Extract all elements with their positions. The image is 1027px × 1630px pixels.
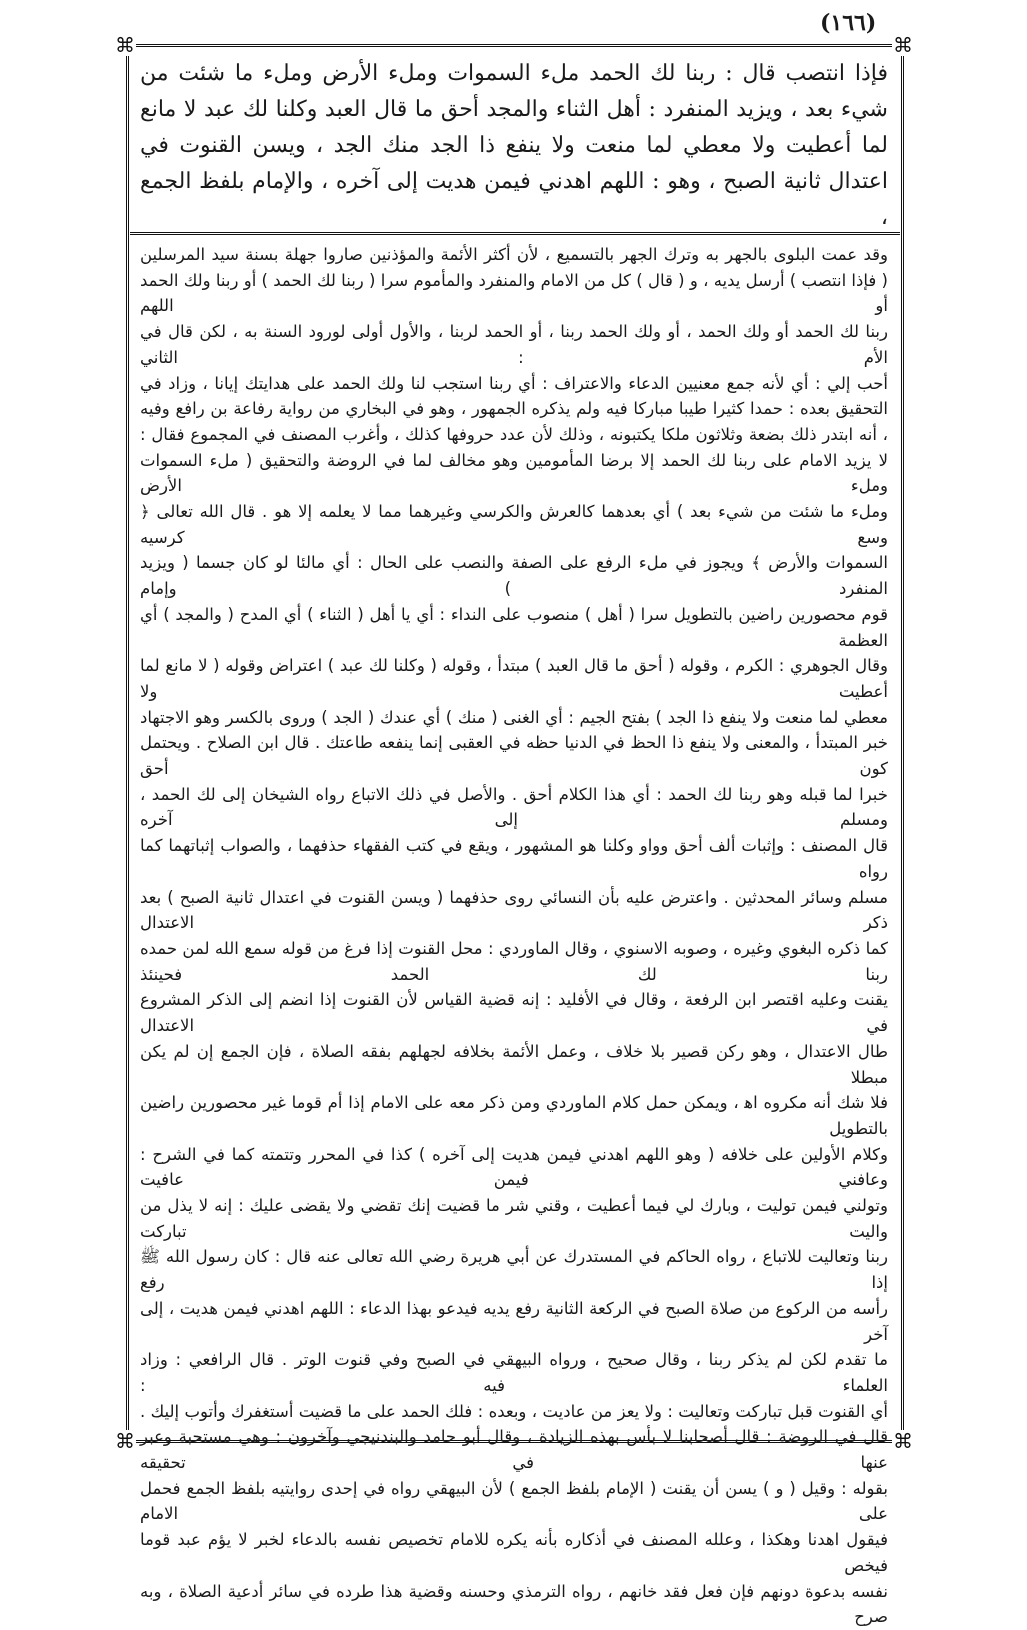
sharh-line: قال في الروضة : قال أصحابنا لا بأس بهذه الزيادة ، وقال أبو حامد والبندنيجي وآخرون : وهي مستحبة وعبر عنها في تحقيقه [140, 1427, 888, 1473]
sharh-line: وقال الجوهري : الكرم ، وقوله ( أحق ما قال العبد ) مبتدأ ، وقوله ( وكلنا لك عبد ) اعتراض وقوله ( لا مانع لما أعطيت ولا [140, 656, 888, 701]
sharh-line: وكلام الأولين على خلافه ( وهو اللهم اهدني فيمن هديت إلى آخره ) كذا في المحرر وتتمته كما في الشرح : وعافني فيمن عافيت [140, 1144, 888, 1190]
sharh-line: ربنا وتعاليت للاتباع ، رواه الحاكم في المستدرك عن أبي هريرة رضي الله تعالى عنه قال : كان رسول الله ﷺ إذا رفع [140, 1247, 888, 1293]
sharh-commentary [140, 242, 888, 1630]
sharh-line: ربنا لك الحمد أو ولك الحمد ، أو ولك الحمد ربنا ، أو الحمد لربنا ، والأول أولى لورود السنة به ، لكن قال في الأم : الثاني [140, 322, 888, 367]
sharh-line: أي القنوت قبل تباركت وتعاليت : ولا يعز من عاديت ، وبعده : فلك الحمد على ما قضيت أستغفرك وأتوب إليك . [140, 1401, 888, 1421]
matn-text [140, 56, 888, 236]
sharh-line: لا يزيد الامام على ربنا لك الحمد إلا برضا المأمومين وهو مخالف لما في الروضة والتحقيق ( ملء السموات وملء الأرض [140, 450, 888, 496]
section-divider [130, 232, 900, 235]
corner-ornament-icon: ⌘ [893, 33, 913, 57]
sharh-line: قوم محصورين راضين بالتطويل سرا ( أهل ) منصوب على النداء : أي يا أهل ( الثناء ) أي المدح ( والمجد ) أي العظمة [140, 604, 888, 650]
sharh-line: السموات والأرض ﴾ ويجوز في ملء الرفع على الصفة والنصب على الحال : أي مالئا لو كان جسما ( ويزيد المنفرد ) وإمام [140, 553, 888, 599]
sharh-line: يقنت وعليه اقتصر ابن الرفعة ، وقال في الأفليد : إنه قضية القياس لأن القنوت إذا انضم إلى الذكر المشروع في الاعتدال [140, 990, 888, 1036]
sharh-line: ، أنه ابتدر ذلك بضعة وثلاثون ملكا يكتبونه ، وذلك لأن عدد حروفها كذلك ، وأغرب المصنف في المجموع فقال : [140, 424, 888, 444]
sharh-line: التحقيق بعده : حمدا كثيرا طيبا مباركا فيه ولم يذكره الجمهور ، وهو في البخاري من رواية رفاعة بن رافع وفيه [140, 399, 888, 419]
matn-paragraph: فإذا انتصب قال : ربنا لك الحمد ملء السموات وملء الأرض وملء ما شئت من شيء بعد ، ويزيد المنفرد : أهل الثناء والمجد أحق ما قال العبد وكلنا لك عبد لا مانع لما أعطيت ولا معطي لما منعت ولا ينفع ذا الجد منك الجد ، ويسن القنوت في اعتدال ثانية الصبح ، وهو : اللهم اهدني فيمن هديت إلى آخره ، والإمام بلفظ الجمع ، [140, 61, 888, 230]
sharh-line: وملء ما شئت من شيء بعد ) أي بعدهما كالعرش والكرسي وغيرهما مما لا يعلمه إلا هو . قال الله تعالى ﴿ وسع كرسيه [140, 502, 888, 547]
sharh-line: أحب إلي : أي لأنه جمع معنيين الدعاء والاعتراف : أي ربنا استجب لنا ولك الحمد على هدايتك إيانا ، وزاد في [140, 373, 888, 393]
sharh-line: كما ذكره البغوي وغيره ، وصوبه الاسنوي ، وقال الماوردي : محل القنوت إذا فرغ من قوله سمع الله لمن حمده ربنا لك الحمد فحينئذ [140, 938, 888, 984]
corner-ornament-icon: ⌘ [893, 1429, 913, 1453]
sharh-line: وتولني فيمن توليت ، وبارك لي فيما أعطيت ، وقني شر ما قضيت إنك تقضي ولا يقضى عليك : إنه لا يذل من واليت تباركت [140, 1196, 888, 1241]
sharh-line: وقد عمت البلوى بالجهر به وترك الجهر بالتسميع ، لأن أكثر الأئمة والمؤذنين صاروا جهلة بسنة سيد المرسلين [140, 245, 888, 264]
sharh-line: معطي لما منعت ولا ينفع ذا الجد ) بفتح الجيم : أي الغنى ( منك ) أي عندك ( الجد ) وروى بالكسر وهو الاجتهاد [140, 707, 888, 727]
sharh-line: طال الاعتدال ، وهو ركن قصير بلا خلاف ، وعمل الأئمة بخلافه لجهلهم بفقه الصلاة ، فإن الجمع إن لم يكن مبطلا [140, 1041, 888, 1087]
sharh-line: مسلم وسائر المحدثين . واعترض عليه بأن النسائي روى حذفهما ( ويسن القنوت في اعتدال ثانية الصبح ) بعد ذكر الاعتدال [140, 887, 888, 933]
sharh-line: نفسه بدعوة دونهم فإن فعل فقد خانهم ، رواه الترمذي وحسنه وقضية هذا طرده في سائر أدعية الصلاة ، وبه صرح [140, 1581, 888, 1627]
sharh-line: خبر المبتدأ ، والمعنى ولا ينفع ذا الحظ في الدنيا حظه في العقبى إنما ينفعه طاعتك . قال ابن الصلاح . ويحتمل كون أحق [140, 733, 888, 779]
sharh-line: ما تقدم لكن لم يذكر ربنا ، وقال صحيح ، ورواه البيهقي في الصبح وفي قنوت الوتر . قال الرافعي : وزاد العلماء فيه : [140, 1350, 888, 1395]
corner-ornament-icon: ⌘ [115, 33, 135, 57]
sharh-line: رأسه من الركوع من صلاة الصبح في الركعة الثانية رفع يديه فيدعو بهذا الدعاء : اللهم اهدني فيمن هديت ، إلى آخر [140, 1298, 888, 1344]
frame-top-rule [126, 44, 904, 47]
page-number: (١٦٦) [820, 10, 877, 36]
sharh-line: خبرا لما قبله وهو ربنا لك الحمد : أي هذا الكلام أحق . والأصل في ذلك الاتباع رواه الشيخان إلى لك الحمد ، ومسلم إلى آخره [140, 784, 888, 830]
sharh-line: فلا شك أنه مكروه اه‍ ، ويمكن حمل كلام الماوردي ومن ذكر معه على الامام إذا أم قوما غير محصورين راضين بالتطويل [140, 1093, 888, 1138]
sharh-line: ( فإذا انتصب ) أرسل يديه ، و ( قال ) كل من الامام والمنفرد والمأموم سرا ( ربنا لك الحمد ) أو ربنا ولك الحمد أو اللهم [140, 270, 888, 316]
sharh-line: بقوله : وقيل ( و ) يسن أن يقنت ( الإمام بلفظ الجمع ) لأن البيهقي رواه في إحدى روايتيه بلفظ الجمع فحمل على الامام [140, 1478, 888, 1524]
sharh-line: فيقول اهدنا وهكذا ، وعلله المصنف في أذكاره بأنه يكره للامام تخصيص نفسه بالدعاء لخبر لا يؤم عبد قوما فيخص [140, 1530, 888, 1575]
corner-ornament-icon: ⌘ [115, 1429, 135, 1453]
sharh-line: قال المصنف : وإثبات ألف أحق وواو وكلنا هو المشهور ، ويقع في كتب الفقهاء حذفهما ، والصواب إثباتهما كما رواه [140, 836, 888, 881]
